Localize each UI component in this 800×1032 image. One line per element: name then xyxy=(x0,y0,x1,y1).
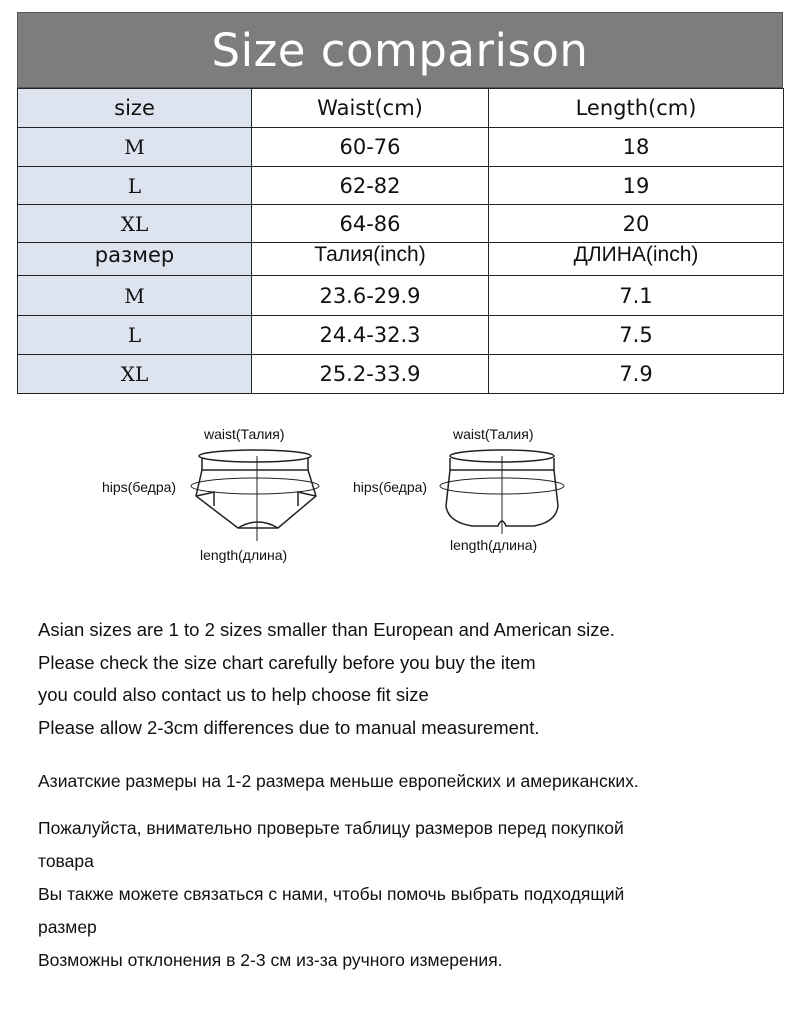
boxers-illustration xyxy=(438,446,578,538)
table-row xyxy=(18,205,784,243)
note-line: Please allow 2-3cm differences due to manual measurement. xyxy=(38,717,540,738)
length-value: 7.5 xyxy=(489,316,784,355)
length-label: length(длина) xyxy=(450,537,538,553)
length-value: 7.9 xyxy=(489,355,784,394)
size-label: L xyxy=(18,167,252,205)
note-line: Asian sizes are 1 to 2 sizes smaller than European and American size. xyxy=(38,619,615,640)
header-size: size xyxy=(18,89,252,128)
note-line: Возможны отклонения в 2-3 см из-за ручного измерения. xyxy=(38,950,503,970)
waist-label: waist(Талия) xyxy=(453,426,534,442)
header-waist-cm: Waist(cm) xyxy=(252,89,489,128)
header-waist-inch: Талия(inch) xyxy=(252,243,489,276)
note-line: Вы также можете связаться с нами, чтобы помочь выбрать подходящий xyxy=(38,884,625,904)
header-length-cm: Length(cm) xyxy=(489,89,784,128)
waist-value: 62-82 xyxy=(252,167,489,205)
length-label: length(длина) xyxy=(200,547,288,563)
length-value: 7.1 xyxy=(489,276,784,316)
waist-value: 60-76 xyxy=(252,128,489,167)
note-line: you could also contact us to help choose fit size xyxy=(38,684,429,705)
size-label: L xyxy=(18,316,252,355)
waist-label: waist(Талия) xyxy=(204,426,285,442)
size-label: M xyxy=(18,128,252,167)
note-line: Пожалуйста, внимательно проверьте таблицу размеров перед покупкой xyxy=(38,818,624,838)
table-row xyxy=(18,316,784,355)
size-label: XL xyxy=(18,355,252,394)
header-size-ru: размер xyxy=(18,243,252,276)
size-label: XL xyxy=(18,205,252,243)
header-length-inch: ДЛИНА(inch) xyxy=(489,243,784,276)
note-line: размер xyxy=(38,917,97,937)
hips-label: hips(бедра) xyxy=(102,479,177,495)
table-header-row-inch xyxy=(18,243,784,276)
page-title: Size comparison xyxy=(17,12,783,88)
length-value: 20 xyxy=(489,205,784,243)
length-value: 18 xyxy=(489,128,784,167)
table-row xyxy=(18,167,784,205)
table-header-row-cm xyxy=(18,89,784,128)
note-line: Please check the size chart carefully before you buy the item xyxy=(38,652,536,673)
waist-value: 24.4-32.3 xyxy=(252,316,489,355)
waist-value: 64-86 xyxy=(252,205,489,243)
size-label: M xyxy=(18,276,252,316)
table-row xyxy=(18,355,784,394)
note-line: товара xyxy=(38,851,94,871)
table-row xyxy=(18,128,784,167)
hips-label: hips(бедра) xyxy=(353,479,428,495)
size-table xyxy=(17,88,784,394)
briefs-illustration xyxy=(188,446,328,546)
note-line: Азиатские размеры на 1-2 размера меньше европейских и американских. xyxy=(38,771,639,791)
waist-value: 23.6-29.9 xyxy=(252,276,489,316)
length-value: 19 xyxy=(489,167,784,205)
table-row xyxy=(18,276,784,316)
waist-value: 25.2-33.9 xyxy=(252,355,489,394)
